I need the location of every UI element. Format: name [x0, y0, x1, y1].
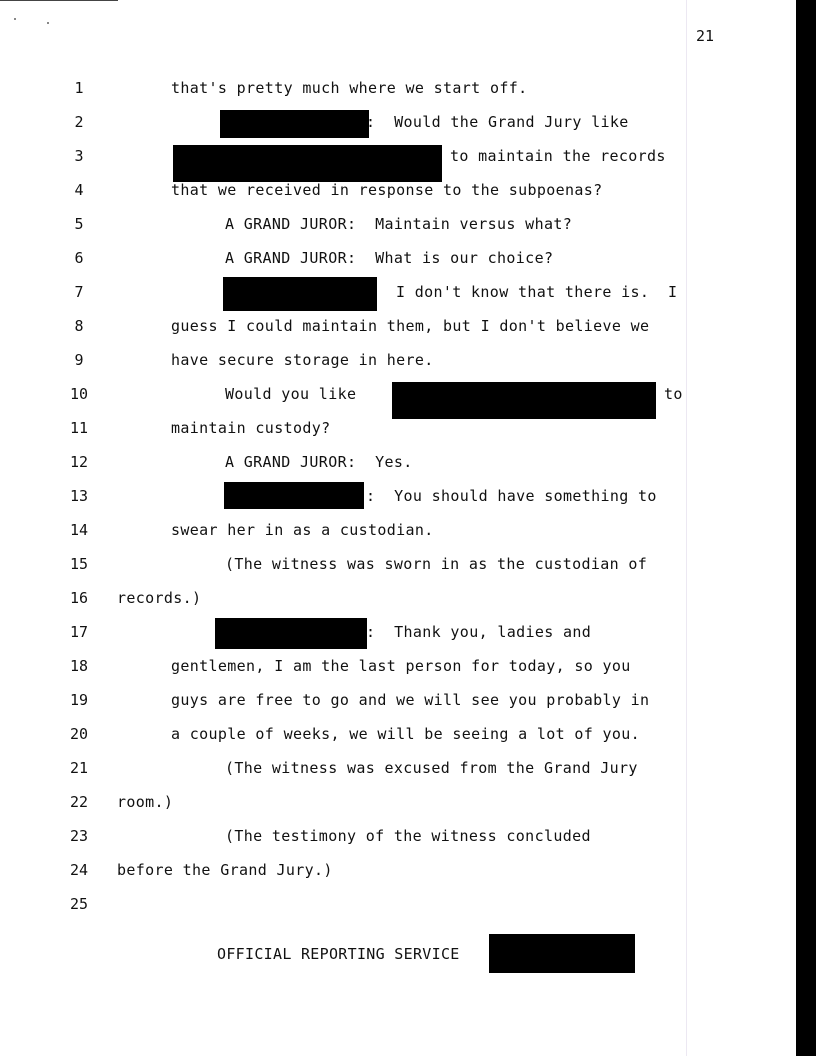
- transcript-line: that's pretty much where we start off.: [171, 79, 528, 97]
- transcript-line: a couple of weeks, we will be seeing a lot of you.: [171, 725, 641, 743]
- transcript-line: Would you like: [225, 385, 357, 403]
- redaction-box: [223, 277, 377, 311]
- transcript-line: (The testimony of the witness concluded: [225, 827, 591, 845]
- redaction-box: [392, 382, 656, 419]
- line-number: 23: [69, 827, 89, 845]
- line-number: 10: [69, 385, 89, 403]
- transcript-line: : Thank you, ladies and: [366, 623, 592, 641]
- transcript-line: : You should have something to: [366, 487, 657, 505]
- line-number: 20: [69, 725, 89, 743]
- line-number: 9: [74, 351, 84, 369]
- line-number: 8: [74, 317, 84, 335]
- redaction-box: [173, 145, 442, 182]
- line-number: 1: [74, 79, 84, 97]
- right-margin-line: [686, 0, 687, 1056]
- line-number: 24: [69, 861, 89, 879]
- scan-top-rule: [0, 0, 118, 1]
- transcript-line: A GRAND JUROR: Yes.: [225, 453, 413, 471]
- line-number: 16: [69, 589, 89, 607]
- scan-speck: [14, 18, 16, 20]
- redaction-box: [215, 618, 367, 649]
- line-number: 19: [69, 691, 89, 709]
- transcript-line: gentlemen, I am the last person for today, so you: [171, 657, 631, 675]
- transcript-line: (The witness was excused from the Grand Jury: [225, 759, 638, 777]
- transcript-line: A GRAND JUROR: Maintain versus what?: [225, 215, 573, 233]
- transcript-line: to: [664, 385, 683, 403]
- line-number: 6: [74, 249, 84, 267]
- line-number: 13: [69, 487, 89, 505]
- line-number: 25: [69, 895, 89, 913]
- line-number: 18: [69, 657, 89, 675]
- line-number: 7: [74, 283, 84, 301]
- transcript-line: that we received in response to the subpoenas?: [171, 181, 603, 199]
- line-number: 11: [69, 419, 89, 437]
- line-number: 5: [74, 215, 84, 233]
- line-number: 14: [69, 521, 89, 539]
- transcript-line: I don't know that there is. I: [396, 283, 678, 301]
- transcript-line: (The witness was sworn in as the custodian of: [225, 555, 648, 573]
- redaction-box: [489, 934, 635, 973]
- line-number: 3: [74, 147, 84, 165]
- transcript-line: to maintain the records: [450, 147, 666, 165]
- transcript-line: guess I could maintain them, but I don't believe we: [171, 317, 650, 335]
- transcript-line: swear her in as a custodian.: [171, 521, 434, 539]
- line-number: 2: [74, 113, 84, 131]
- redaction-box: [220, 110, 369, 138]
- line-number: 4: [74, 181, 84, 199]
- transcript-line: guys are free to go and we will see you probably in: [171, 691, 650, 709]
- transcript-line: room.): [117, 793, 174, 811]
- transcript-line: maintain custody?: [171, 419, 331, 437]
- transcript-line: before the Grand Jury.): [117, 861, 333, 879]
- transcript-line: A GRAND JUROR: What is our choice?: [225, 249, 554, 267]
- redaction-box: [224, 482, 364, 509]
- transcript-line: records.): [117, 589, 202, 607]
- line-number: 15: [69, 555, 89, 573]
- scan-speck: [47, 22, 49, 24]
- page-number: 21: [696, 27, 715, 45]
- transcript-line: have secure storage in here.: [171, 351, 434, 369]
- line-number: 12: [69, 453, 89, 471]
- line-number: 17: [69, 623, 89, 641]
- scan-edge-band: [796, 0, 816, 1056]
- transcript-line: : Would the Grand Jury like: [366, 113, 629, 131]
- line-number: 22: [69, 793, 89, 811]
- line-number: 21: [69, 759, 89, 777]
- footer-reporting-service: OFFICIAL REPORTING SERVICE: [217, 945, 460, 963]
